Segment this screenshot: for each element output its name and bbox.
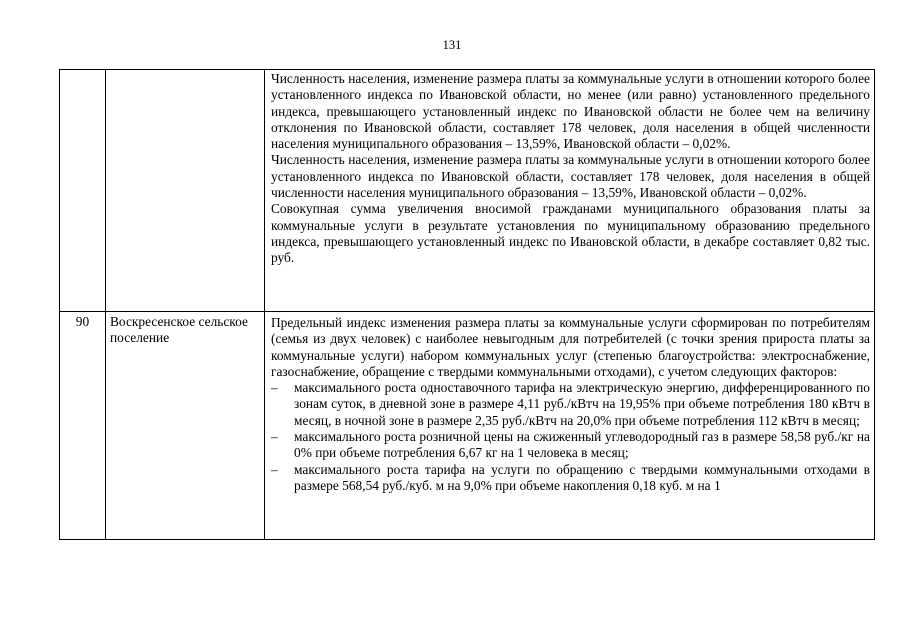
list-item [271,380,870,429]
paragraph: Предельный индекс изменения размера платы за коммунальные услуги сформирован по потребителям (семья из двух человек) с наиболее невыгодным для потребителей (с точки зрения прироста платы за коммунальные услуги) набором коммунальных услуг (степенью благоустройства: электроснабжение, газоснабжение, обращение с твердыми коммунальными отходами), с учетом следующих факторов: [271,315,870,379]
description-cell [265,70,875,312]
list-item-text: максимального роста тарифа на услуги по обращению с твердыми коммунальными отходами в размере 568,54 руб./куб. м на 9,0% при объеме накопления 0,18 куб. м на 1 [294,461,870,493]
table-row [60,70,875,312]
dash-marker: – [271,429,278,445]
list-item [271,429,870,462]
row-number-cell: 90 [60,312,106,540]
dash-marker: – [271,461,278,477]
description-cell [265,312,875,540]
settlement-name-cell: Воскресенское сельское поселение [106,312,265,540]
row-number-cell [60,70,106,312]
dash-marker: – [271,380,278,396]
list-item [271,462,870,495]
paragraph: Численность населения, изменение размера платы за коммунальные услуги в отношении которого более установленного индекса по Ивановской области, составляет 178 человек, доля населения в общей численности населения муниципального образования – 13,59%, Ивановской области – 0,02%. [271,152,870,201]
list-item-text: максимального роста одноставочного тарифа на электрическую энергию, дифференцированного по зонам суток, в дневной зоне в размере 4,11 руб./кВтч на 19,95% при объеме потребления 180 кВтч в месяц, в ночной зоне в размере 2,35 руб./кВтч на 20,0% при объеме потребления 112 кВтч в месяц; [294,380,870,428]
list-item-text: максимального роста розничной цены на сжиженный углеводородный газ в размере 58,58 руб./кг на 0% при объеме потребления 6,67 кг на 1 человека в месяц; [294,429,870,461]
table-row [60,312,875,540]
paragraph: Совокупная сумма увеличения вносимой гражданами муниципального образования платы за коммунальные услуги в результате установления по муниципальному образованию предельного индекса, превышающего установленный индекс по Ивановской области, в декабре составляет 0,82 тыс. руб. [271,201,870,266]
settlement-name-cell [106,70,265,312]
page-number: 131 [442,38,462,52]
data-table [59,69,875,540]
paragraph: Численность населения, изменение размера платы за коммунальные услуги в отношении которого более установленного индекса по Ивановской области, но менее (или равно) установленного предельного индекса, превышающего установленный индекс по Ивановской области не более чем на величину отклонения по Ивановской области, составляет 178 человек, доля населения в общей численности населения муниципального образования – 13,59%, Ивановской области – 0,02%. [271,71,870,152]
